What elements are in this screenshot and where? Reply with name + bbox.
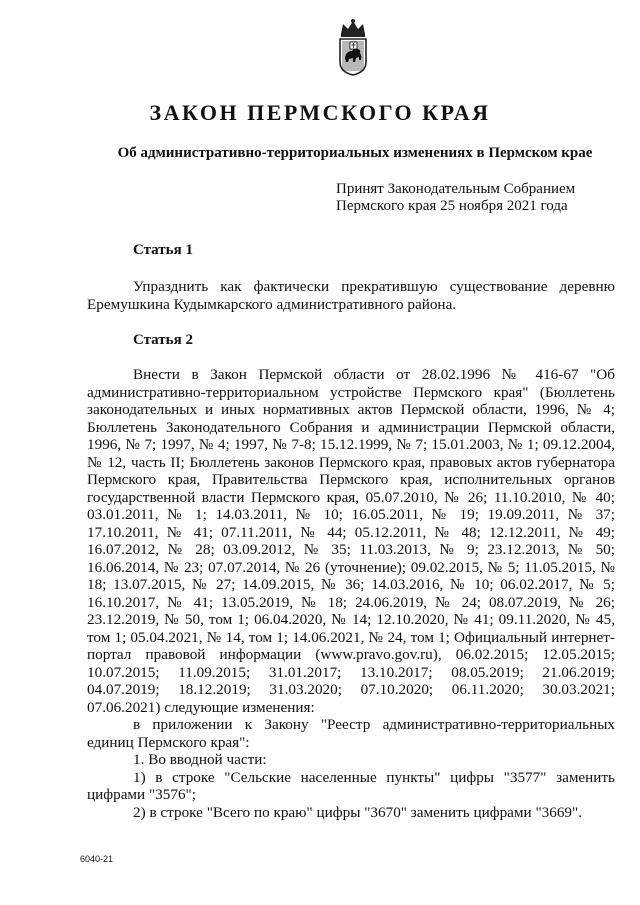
adoption-note-line-2: Пермского края 25 ноября 2021 года	[336, 198, 568, 214]
article-1-heading: Статья 1	[133, 242, 193, 258]
adoption-note-line-1: Принят Законодательным Собранием	[336, 181, 576, 197]
article-2-body	[87, 366, 615, 821]
adoption-note	[336, 181, 575, 215]
article-2-intro: Внести в Закон Пермской области от 28.02.1996 № 416-67 "Об административно-территориальном устройстве Пермского края" (Бюллетень законодательных и иных нормативных актов Пермской области, 1996, № 4; Бюллетень Законодательного Собрания и администрации Пермской области, 1996, № 7; 1997, № 4; 1997, № 7-8; 15.12.1999, № 7; 15.01.2003, № 1; 09.12.2004, № 12, часть II; Бюллетень законов Пермского края, правовых актов губернатора Пермского края, Правительства Пермского края, исполнительных органов государственной власти Пермского края, 05.07.2010, № 26; 11.10.2010, № 40; 03.01.2011, № 1; 14.03.2011, № 10; 16.05.2011, № 19; 19.09.2011, № 37; 17.10.2011, № 41; 07.11.2011, № 44; 05.12.2011, № 48; 12.12.2011, № 49; 16.07.2012, № 28; 03.09.2012, № 35; 11.03.2013, № 9; 23.12.2013, № 50; 16.06.2014, № 23; 07.07.2014, № 26 (уточнение); 09.02.2015, № 5; 11.05.2015, № 18; 13.07.2015, № 27; 14.09.2015, № 36; 14.03.2016, № 10; 06.02.2017, № 5; 16.10.2017, № 41; 13.05.2019, № 18; 24.06.2019, № 24; 08.07.2019, № 26; 23.12.2019, № 50, том 1; 06.04.2020, № 14; 12.10.2020, № 41; 09.11.2020, № 45, том 1; 05.04.2021, № 14, том 1; 14.06.2021, № 24, том 1; Официальный интернет-портал правовой информации (www.pravo.gov.ru), 06.02.2015; 12.05.2015; 10.07.2015; 11.09.2015; 31.01.2017; 13.10.2017; 08.05.2019; 21.06.2019; 04.07.2019; 18.12.2019; 31.03.2020; 07.10.2020; 06.11.2020; 30.03.2021; 07.06.2021) следующие изменения:	[87, 366, 615, 716]
article-1-body	[87, 278, 615, 313]
document-code: 6040-21	[80, 854, 114, 864]
article-2-heading: Статья 2	[133, 332, 193, 348]
article-2-item-1-2: 2) в строке "Всего по краю" цифры "3670" заменить цифрами "3669".	[133, 803, 583, 821]
law-title: ЗАКОН ПЕРМСКОГО КРАЯ	[149, 100, 491, 125]
law-subtitle: Об административно-территориальных изменениях в Пермском крае	[117, 145, 593, 161]
article-2-item-1: 1. Во вводной части:	[133, 751, 267, 768]
article-1-text: Упразднить как фактически прекратившую существование деревню Еремушкина Кудымкарского административного района.	[87, 278, 615, 313]
perm-krai-coat-of-arms-icon	[333, 18, 373, 76]
article-2-item-1-1: 1) в строке "Сельские населенные пункты" цифры "3577" заменить цифрами "3576";	[87, 768, 615, 803]
article-2-appendix-paragraph: в приложении к Закону "Реестр административно-территориальных единиц Пермского края":	[87, 716, 615, 751]
